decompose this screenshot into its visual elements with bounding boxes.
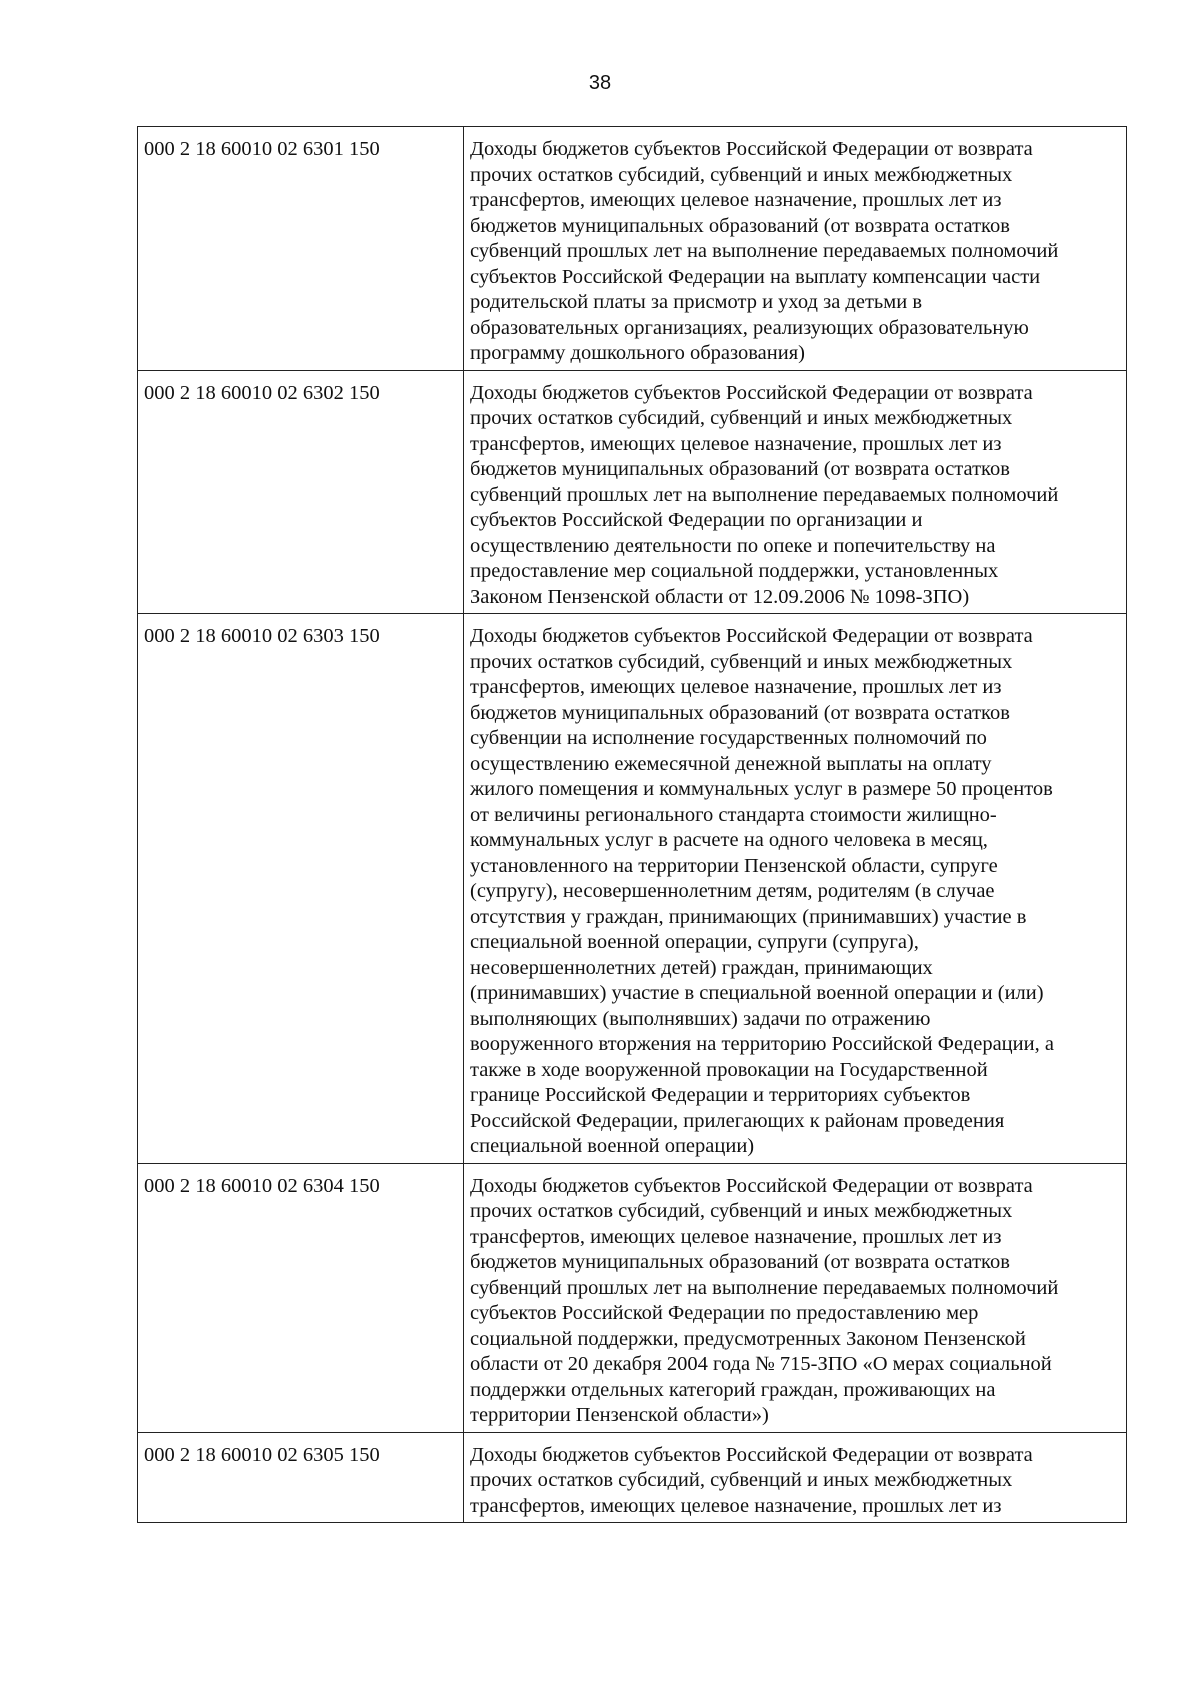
description-line: программу дошкольного образования) <box>470 342 805 364</box>
description-line: предоставление мер социальной поддержки, установленных <box>470 560 999 582</box>
description-line: субъектов Российской Федерации по организации и <box>470 509 923 531</box>
description-line: коммунальных услуг в расчете на одного человека в месяц, <box>470 829 988 851</box>
description-line: Законом Пензенской области от 12.09.2006 № 1098-ЗПО) <box>470 585 970 608</box>
description-line: образовательных организациях, реализующих образовательную <box>470 316 1029 339</box>
description-line: трансфертов, имеющих целевое назначение, прошлых лет из <box>470 432 1002 455</box>
table-row <box>138 1163 1127 1432</box>
description-line: бюджетов муниципальных образований (от возврата остатков <box>470 701 1010 724</box>
description-line: трансфертов, имеющих целевое назначение, прошлых лет из <box>470 676 1002 698</box>
description-line: вооруженного вторжения на территорию Российской Федерации, а <box>470 1033 1054 1055</box>
description-line: от величины регионального стандарта стоимости жилищно- <box>470 803 997 826</box>
budget-code-cell: 000 2 18 60010 02 6302 150 <box>138 370 464 614</box>
description-line: специальной военной операции, супруги (супруга), <box>470 931 919 953</box>
description-line: субвенции на исполнение государственных полномочий по <box>470 727 987 749</box>
description-line: территории Пензенской области») <box>470 1404 769 1426</box>
table-body <box>138 127 1127 1523</box>
description-line: субвенций прошлых лет на выполнение передаваемых полномочий <box>470 483 1059 506</box>
description-line: поддержки отдельных категорий граждан, проживающих на <box>470 1378 996 1401</box>
description-line: прочих остатков субсидий, субвенций и иных межбюджетных <box>470 1200 1013 1222</box>
description-cell <box>464 127 1127 371</box>
budget-code-cell: 000 2 18 60010 02 6304 150 <box>138 1163 464 1432</box>
description-line: бюджетов муниципальных образований (от возврата остатков <box>470 458 1010 480</box>
description-line: осуществлению ежемесячной денежной выплаты на оплату <box>470 752 992 775</box>
description-line: бюджетов муниципальных образований (от возврата остатков <box>470 214 1010 237</box>
description-line: прочих остатков субсидий, субвенций и иных межбюджетных <box>470 407 1013 429</box>
table-row <box>138 370 1127 614</box>
description-line: (супругу), несовершеннолетним детям, родителям (в случае <box>470 880 995 902</box>
description-line: субвенций прошлых лет на выполнение передаваемых полномочий <box>470 1276 1059 1299</box>
description-line: границе Российской Федерации и территориях субъектов <box>470 1084 971 1106</box>
description-line: также в ходе вооруженной провокации на Государственной <box>470 1058 988 1081</box>
budget-codes-table <box>137 126 1127 1523</box>
description-cell <box>464 1163 1127 1432</box>
description-line: осуществлению деятельности по опеке и попечительству на <box>470 534 996 557</box>
description-line: социальной поддержки, предусмотренных Законом Пензенской <box>470 1327 1026 1350</box>
description-cell <box>464 614 1127 1164</box>
budget-code-cell: 000 2 18 60010 02 6301 150 <box>138 127 464 371</box>
description-line: прочих остатков субсидий, субвенций и иных межбюджетных <box>470 163 1013 186</box>
description-line: Российской Федерации, прилегающих к районам проведения <box>470 1109 1005 1132</box>
description-line: выполняющих (выполнявших) задачи по отражению <box>470 1007 931 1030</box>
description-line: (принимавших) участие в специальной военной операции и (или) <box>470 982 1044 1004</box>
description-line: трансфертов, имеющих целевое назначение, прошлых лет из <box>470 189 1002 211</box>
description-line: области от 20 декабря 2004 года № 715-ЗПО «О мерах социальной <box>470 1353 1052 1375</box>
description-line: специальной военной операции) <box>470 1135 755 1157</box>
description-line: Доходы бюджетов субъектов Российской Федерации от возврата <box>470 381 1033 404</box>
description-line: несовершеннолетних детей) граждан, принимающих <box>470 956 933 979</box>
description-line: прочих остатков субсидий, субвенций и иных межбюджетных <box>470 650 1013 673</box>
table-row <box>138 127 1127 371</box>
description-line: установленного на территории Пензенской области, супруге <box>470 854 998 877</box>
description-line: субъектов Российской Федерации по предоставлению мер <box>470 1302 979 1324</box>
description-line: трансфертов, имеющих целевое назначение, прошлых лет из <box>470 1494 1002 1517</box>
description-line: Доходы бюджетов субъектов Российской Федерации от возврата <box>470 1174 1033 1197</box>
description-line: родительской платы за присмотр и уход за детьми в <box>470 291 923 313</box>
description-line: трансфертов, имеющих целевое назначение, прошлых лет из <box>470 1225 1002 1248</box>
description-cell <box>464 370 1127 614</box>
description-line: жилого помещения и коммунальных услуг в размере 50 процентов <box>470 778 1053 800</box>
page-number: 38 <box>588 72 612 94</box>
description-line: субвенций прошлых лет на выполнение передаваемых полномочий <box>470 240 1059 262</box>
description-line: отсутствия у граждан, принимающих (принимавших) участие в <box>470 905 1027 928</box>
budget-code-cell: 000 2 18 60010 02 6303 150 <box>138 614 464 1164</box>
table-row <box>138 614 1127 1164</box>
description-cell <box>464 1432 1127 1523</box>
description-line: Доходы бюджетов субъектов Российской Федерации от возврата <box>470 1443 1033 1466</box>
table-row <box>138 1432 1127 1523</box>
description-line: Доходы бюджетов субъектов Российской Федерации от возврата <box>470 625 1033 647</box>
description-line: Доходы бюджетов субъектов Российской Федерации от возврата <box>470 138 1033 160</box>
description-line: субъектов Российской Федерации на выплату компенсации части <box>470 265 1041 288</box>
description-line: прочих остатков субсидий, субвенций и иных межбюджетных <box>470 1469 1013 1491</box>
budget-code-cell: 000 2 18 60010 02 6305 150 <box>138 1432 464 1523</box>
description-line: бюджетов муниципальных образований (от возврата остатков <box>470 1251 1010 1273</box>
